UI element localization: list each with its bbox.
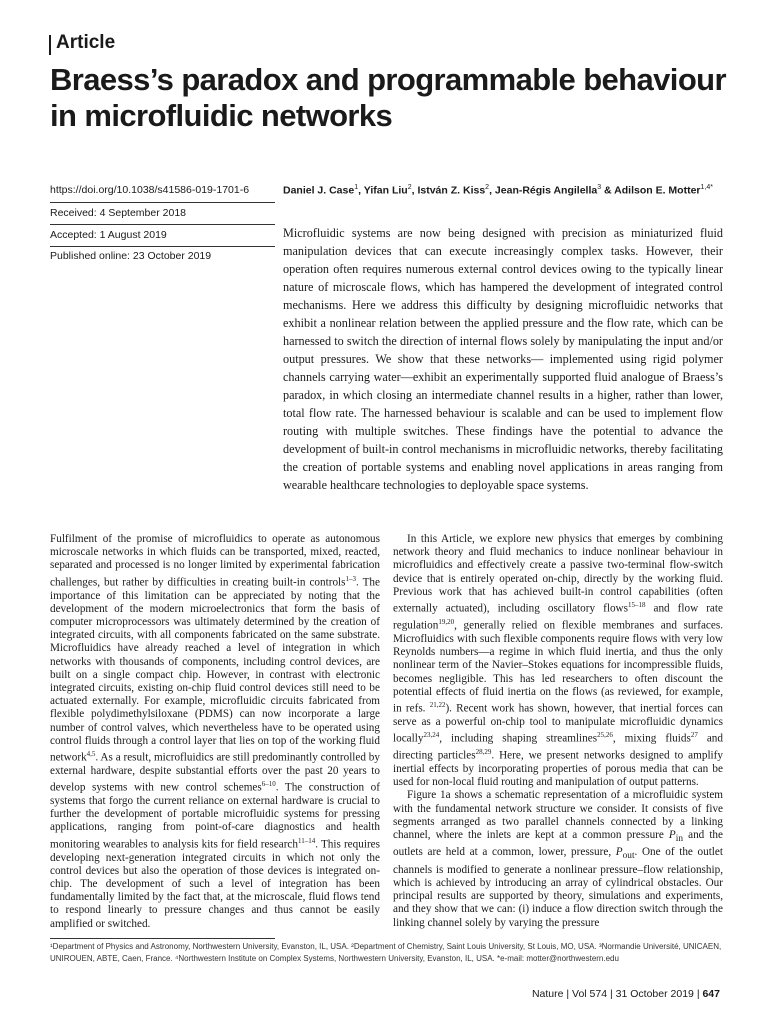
author-name: Daniel J. Case [283, 184, 355, 197]
citation[interactable]: 6–10 [261, 780, 276, 789]
citation[interactable]: 23,24 [423, 731, 440, 740]
article-kicker: Article [56, 32, 116, 53]
published-date: Published online: 23 October 2019 [50, 250, 212, 262]
body-paragraph: Figure 1a shows a schematic representation of a microfluidic system with the fundamental network structure we consider. It consists of five segments arranged as two parallel channels connected by a linking channel, where the inlets are kept at a common pressure $P_{in}$ and the outlets are held at a common, lower, pressure, $P_{out}$. One of the outlet channels is modified to generate a nonlinear pressure–flow relationship, which is achieved by introducing an array of cylindrical obstacles. Our principal results are supported by theory, simulations and experiments, and they show that we can: (i) induce a flow direction switch through the linking channel solely by varying the pressure [393, 789, 723, 929]
citation[interactable]: 11–14 [297, 836, 316, 845]
meta-divider [50, 202, 275, 203]
meta-divider [50, 224, 275, 225]
doi-link[interactable]: https://doi.org/10.1038/s41586-019-1701-6 [50, 184, 250, 196]
author-list: Daniel J. Case$^1$, Yifan Liu$^2$, István Z. Kiss$^2$, Jean-Régis Angilella$^3$ & Adilson E. Motter$^{1,4*}$ [283, 184, 713, 197]
citation[interactable]: 1–3 [345, 574, 356, 583]
meta-divider [50, 246, 275, 247]
journal-name: Nature [531, 988, 564, 1000]
volume: Vol 574 [572, 988, 608, 1000]
citation[interactable]: 4,5 [86, 749, 96, 758]
author-name: István Z. Kiss [417, 184, 486, 197]
author-name: Jean-Régis Angilella [494, 184, 598, 197]
citation[interactable]: 21,22 [429, 700, 446, 709]
body-column-left [50, 533, 380, 931]
citation[interactable]: 19,20 [438, 617, 455, 626]
page-footer: Nature | Vol 574 | 31 October 2019 | 647 [531, 988, 720, 1000]
author-affiliation: 2 [407, 184, 412, 191]
kicker-bar [49, 35, 51, 55]
issue-date: 31 October 2019 [615, 988, 694, 1000]
citation[interactable]: 28,29 [475, 747, 492, 756]
citation[interactable]: 27 [690, 731, 698, 740]
author-affiliation: 2 [485, 184, 490, 191]
received-date: Received: 4 September 2018 [50, 207, 187, 219]
author-name: Yifan Liu [363, 184, 408, 197]
affiliations-footnote: ¹Department of Physics and Astronomy, Northwestern University, Evanston, IL, USA. ²Department of Chemistry, Saint Louis University, St Louis, MO, USA. ³Normandie Université, UNICAEN, UNIROUEN, ABTE, Caen, France. ⁴Northwestern Institute on Complex Systems, Northwestern University, Evanston, IL, USA. *e-mail: motter@northwestern.edu [50, 942, 722, 963]
body-column-right [393, 533, 723, 930]
accepted-date: Accepted: 1 August 2019 [50, 229, 167, 241]
author-affiliation: 1,4* [700, 184, 713, 191]
body-paragraph: In this Article, we explore new physics that emerges by combining network theory and fluid mechanics to induce nonlinear behaviour in microfluidics and effectively create a passive two-terminal flow-switch device that is entirely operated on-chip, directly by the working fluid. Previous work that has achieved built-in control capabilities (often externally actuated), including oscillatory flows$^{15-18}$ and flow rate regulation$^{19,20}$, generally relied on flexible membranes and surfaces. Microfluidics with such flexible components require flows with very low Reynolds numbers—a regime in which fluid inertia, and thus the only nonlinear term of the Navier–Stokes equations for incompressible fluids, becomes negligible. This has led researchers to often discount the potential effects of fluid inertia on the flows (as reviewed, for example, in refs. $^{21,22}$). Recent work has shown, however, that inertial forces can serve as a powerful on-chip tool to manipulate microfluidic dynamics locally$^{23,24}$, including shaping streamlines$^{25,26}$, mixing fluids$^{27}$ and directing particles$^{28,29}$. Here, we present networks designed to amplify inertial effects by incorporating properties of porous media that can be used for non-local fluid routing and manipulation of output patterns. [393, 533, 723, 789]
page-number: 647 [702, 988, 720, 1000]
citation[interactable]: 15–18 [627, 601, 646, 610]
body-paragraph: Fulfilment of the promise of microfluidics to operate as autonomous microscale networks in which fluids can be transported, mixed, reacted, separated and processed is no longer limited by experimental fabrication challenges, but rather by difficulties in creating built-in controls$^{1-3}$. The importance of this limitation can be appreciated by noting that the development of the modern microelectronics that form the basis of computer microprocessors was ultimately determined by the creation of integrated circuits, with all components fabricated on the same substrate. Microfluidics have already reached a level of integration in which networks with thousands of components, including control devices, are built on a single compact chip. However, in contrast with electronic integrated circuits, existing on-chip fluid control devices still need to be actuated externally. For example, microfluidic circuits fabricated from flexible polydimethylsiloxane (PDMS) can now incorporate a large number of control valves, which nevertheless have to be operated using control fluids through a control layer that lies on top of the working fluid network$^{4,5}$. As a result, microfluidics are still predominantly controlled by external hardware, despite substantial efforts over the past 20 years to develop systems with new control schemes$^{6-10}$. The construction of systems that forgo the current reliance on external hardware is crucial to further the development of portable microfluidic systems for pressing applications, ranging from point-of-care diagnostics and health monitoring wearables to analysis kits for field research$^{11-14}$. This requires developing next-generation integrated circuits in which not only the control devices but also the operation of those devices is integrated on-chip. The development of such a level of integration has been fundamentally limited by the fact that, at the microscale, fluid flows tend to respond linearly to pressure changes and thus cannot be easily amplified or switched. [50, 533, 380, 930]
abstract: Microfluidic systems are now being designed with precision as miniaturized fluid manipulation devices that can execute increasingly complex tasks. However, their operation often requires numerous external control devices owing to the typically linear nature of microscale flows, which has hampered the development of integrated control mechanisms. Here we address this difficulty by designing microfluidic networks that exhibit a nonlinear relation between the applied pressure and the flow rate, which can be harnessed to switch the direction of internal flows solely by manipulating the input and/or output pressures. We show that these networks— implemented using rigid polymer channels carrying water—exhibit an experimentally supported fluid analogue of Braess’s paradox, in which closing an intermediate channel results in a higher, rather than lower, total flow rate. The harnessed behaviour is scalable and can be used to implement flow routing with multiple switches. These findings have the potential to advance the development of built-in control mechanisms in microfluidic networks, thereby facilitating the creation of portable systems and enabling novel applications in areas ranging from wearable healthcare technologies to deployable space systems. [283, 226, 723, 492]
footnote-rule [50, 938, 275, 939]
author-affiliation: 1 [354, 184, 359, 191]
author-affiliation: 3 [597, 184, 602, 191]
article-title: Braess’s paradox and programmable behaviour in microfluidic networks [50, 62, 726, 133]
author-name: Adilson E. Motter [614, 184, 701, 197]
citation[interactable]: 25,26 [597, 731, 613, 740]
